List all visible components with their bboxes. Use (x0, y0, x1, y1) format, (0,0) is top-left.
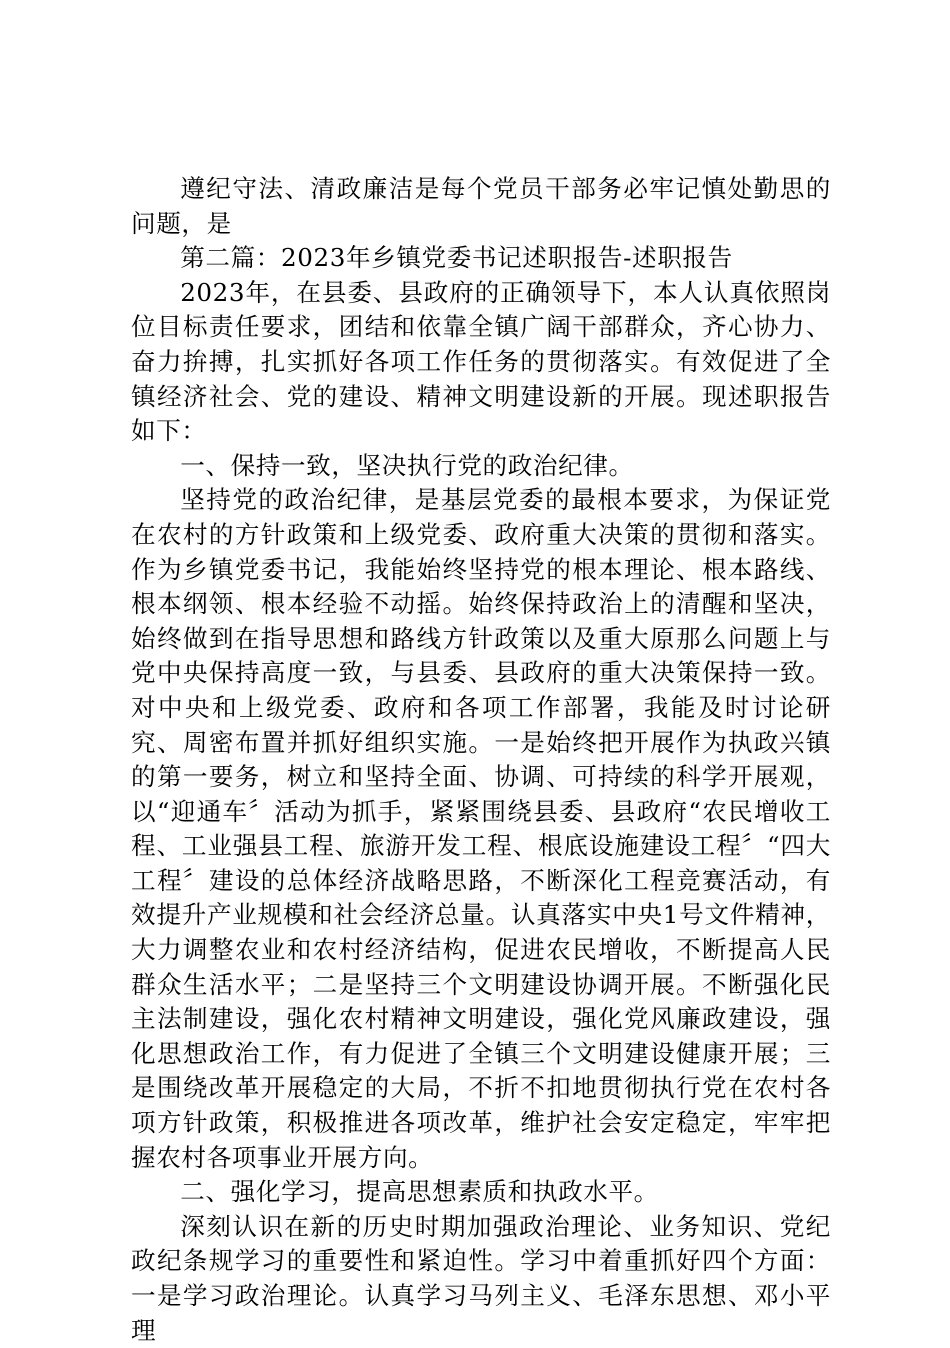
paragraph-political-discipline: 坚持党的政治纪律，是基层党委的最根本要求，为保证党在农村的方针政策和上级党委、政府重大决策的贯彻和落实。作为乡镇党委书记，我能始终坚持党的根本理论、根本路线、根本纲领、根本经验不动摇。始终保持政治上的清醒和坚决，始终做到在指导思想和路线方针政策以及重大原那么问题上与党中央保持高度一致，与县委、县政府的重大决策保持一致。对中央和上级党委、政府和各项工作部署，我能及时讨论研究、周密布置并抓好组织实施。一是始终把开展作为执政兴镇的第一要务，树立和坚持全面、协调、可持续的科学开展观，以“迎通车〞活动为抓手，紧紧围绕县委、县政府“农民增收工程、工业强县工程、旅游开发工程、根底设施建设工程〞“四大工程〞建设的总体经济战略思路，不断深化工程竞赛活动，有效提升产业规模和社会经济总量。认真落实中央1号文件精神，大力调整农业和农村经济结构，促进农民增收，不断提高人民群众生活水平；二是坚持三个文明建设协调开展。不断强化民主法制建设，强化农村精神文明建设，强化党风廉政建设，强化思想政治工作，有力促进了全镇三个文明建设健康开展；三是围绕改革开展稳定的大局，不折不扣地贯彻执行党在农村各项方针政策，积极推进各项改革，维护社会安定稳定，牢牢把握农村各项事业开展方向。 (131, 485, 831, 1172)
section-heading-second-article: 第二篇：2023年乡镇党委书记述职报告-述职报告 (180, 243, 733, 273)
document-body (131, 172, 831, 1348)
section-heading-one: 一、保持一致，坚决执行党的政治纪律。 (180, 450, 634, 480)
paragraph-study: 深刻认识在新的历史时期加强政治理论、业务知识、党纪政纪条规学习的重要性和紧迫性。学习中着重抓好四个方面：一是学习政治理论。认真学习马列主义、毛泽东思想、邓小平理 (131, 1211, 831, 1345)
section-heading-two: 二、强化学习，提高思想素质和执政水平。 (180, 1177, 659, 1207)
paragraph-intro-fragment: 遵纪守法、清政廉洁是每个党员干部务必牢记慎处勤思的问题，是 (131, 174, 831, 238)
paragraph-overview: 2023年，在县委、县政府的正确领导下，本人认真依照岗位目标责任要求，团结和依靠全镇广阔干部群众，齐心协力、奋力拚搏，扎实抓好各项工作任务的贯彻落实。有效促进了全镇经济社会、党的建设、精神文明建设新的开展。现述职报告如下： (131, 277, 831, 446)
